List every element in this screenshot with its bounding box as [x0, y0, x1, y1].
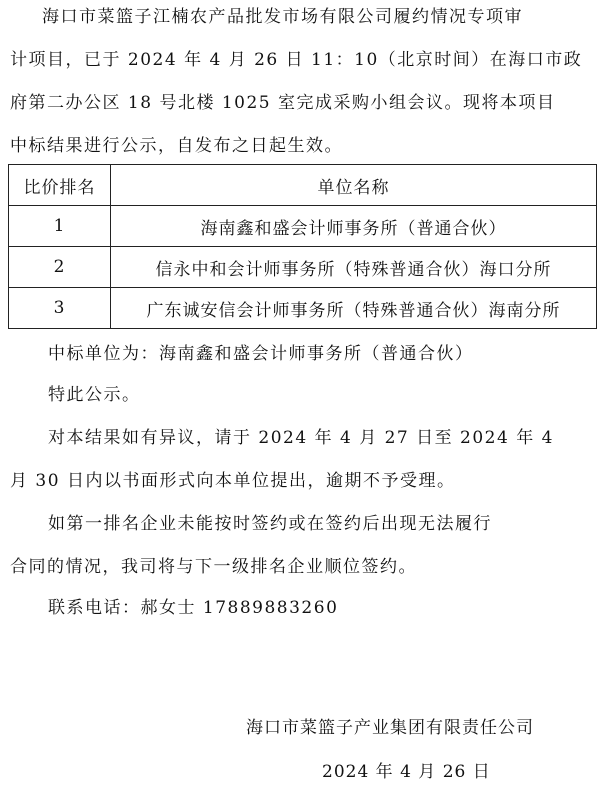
- rank-cell: 2: [9, 247, 111, 288]
- name-cell: 海南鑫和盛会计师事务所（普通合伙）: [111, 206, 597, 247]
- table-row: [9, 288, 597, 329]
- table-row: [9, 247, 597, 288]
- table-row: [9, 206, 597, 247]
- signature-organization: 海口市菜篮子产业集团有限责任公司: [246, 718, 534, 738]
- fallback-line-2: 合同的情况，我司将与下一级排名企业顺位签约。: [10, 557, 417, 577]
- intro-line-3: 府第二办公区 18 号北楼 1025 室完成采购小组会议。现将本项目: [10, 93, 556, 113]
- fallback-line-1: 如第一排名企业未能按时签约或在签约后出现无法履行: [48, 514, 492, 534]
- winner-statement: 中标单位为：海南鑫和盛会计师事务所（普通合伙）: [48, 344, 474, 364]
- intro-line-4: 中标结果进行公示，自发布之日起生效。: [10, 136, 343, 156]
- table-header-row: [9, 165, 597, 206]
- name-cell: 信永中和会计师事务所（特殊普通合伙）海口分所: [111, 247, 597, 288]
- signature-date: 2024 年 4 月 26 日: [322, 762, 491, 782]
- intro-line-2: 计项目，已于 2024 年 4 月 26 日 11：10（北京时间）在海口市政: [10, 50, 583, 70]
- rank-column-header: 比价排名: [9, 165, 111, 206]
- name-column-header: 单位名称: [111, 165, 597, 206]
- rank-cell: 3: [9, 288, 111, 329]
- notice-statement: 特此公示。: [48, 385, 141, 405]
- intro-line-1: 海口市菜篮子江楠农产品批发市场有限公司履约情况专项审: [42, 7, 523, 27]
- contact-line: 联系电话：郝女士 17889883260: [48, 598, 339, 618]
- objection-line-1: 对本结果如有异议，请于 2024 年 4 月 27 日至 2024 年 4: [48, 428, 554, 448]
- name-cell: 广东诚安信会计师事务所（特殊普通合伙）海南分所: [111, 288, 597, 329]
- objection-line-2: 月 30 日内以书面形式向本单位提出，逾期不予受理。: [10, 471, 456, 491]
- results-table: [8, 164, 597, 329]
- rank-cell: 1: [9, 206, 111, 247]
